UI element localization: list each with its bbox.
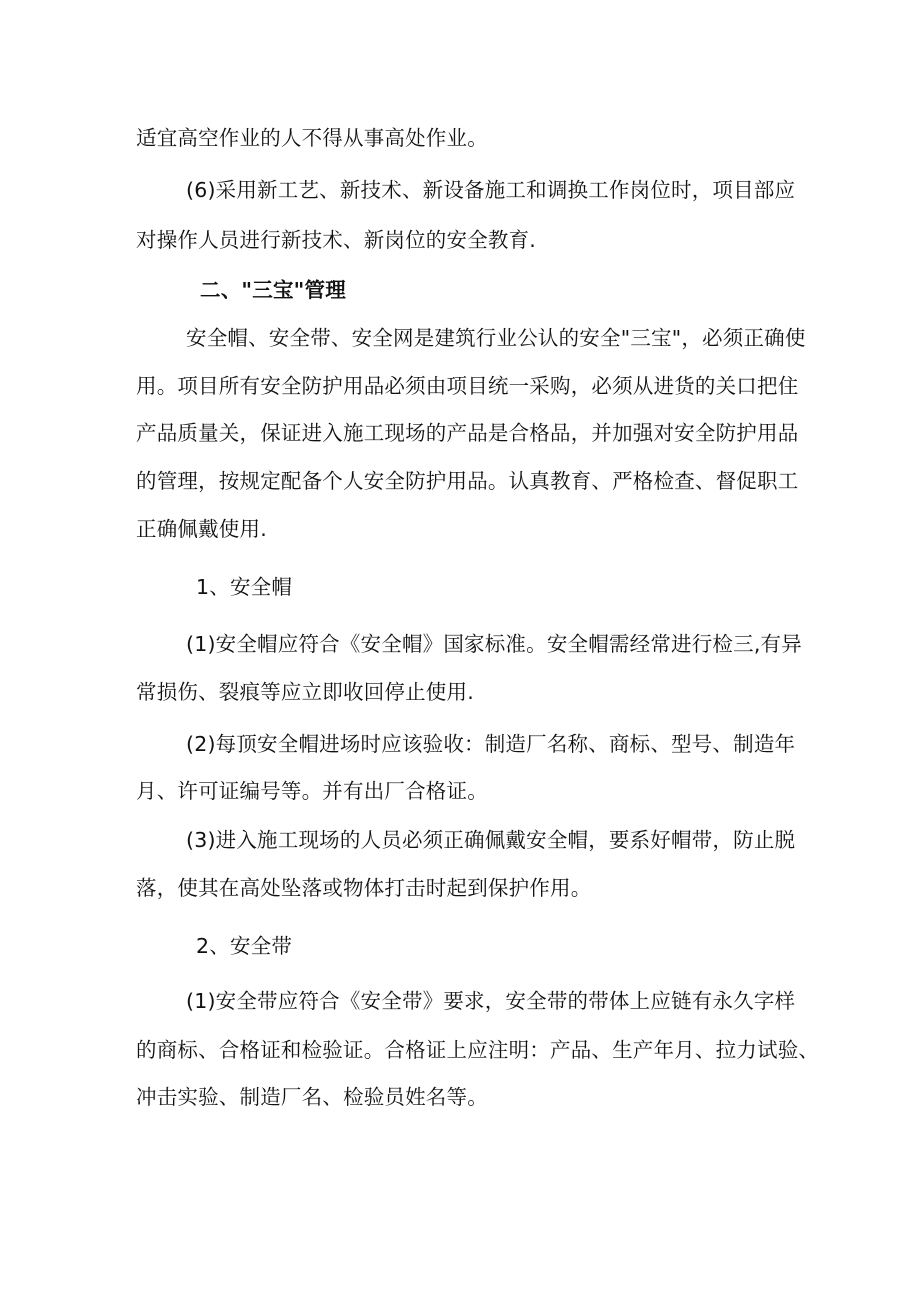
paragraph-line: 常损伤、裂痕等应立即收回停止使用. [136, 680, 474, 704]
subsection-heading: 1、安全帽 [196, 575, 293, 599]
paragraph-line: 产品质量关，保证进入施工现场的产品是合格品，并加强对安全防护用品 [136, 421, 799, 445]
paragraph-line: (1)安全帽应符合《安全帽》国家标准。安全帽需经常进行检三,有异 [186, 632, 802, 656]
paragraph-line: 月、许可证编号等。并有出厂合格证。 [136, 779, 488, 803]
paragraph-line: (6)采用新工艺、新技术、新设备施工和调换工作岗位时，项目部应 [186, 178, 796, 202]
paragraph-line: 用。项目所有安全防护用品必须由项目统一采购，必须从进货的关口把住 [136, 374, 799, 398]
paragraph-line: (1)安全带应符合《安全带》要求，安全带的带体上应链有永久字样 [186, 989, 796, 1013]
section-heading: 二、"三宝"管理 [200, 278, 346, 302]
paragraph-line: 的管理，按规定配备个人安全防护用品。认真教育、严格检查、督促职工 [136, 469, 799, 493]
paragraph-line: 落，使其在高处坠落或物体打击时起到保护作用。 [136, 876, 592, 900]
paragraph-line: 安全帽、安全带、安全网是建筑行业公认的安全"三宝"，必须正确使 [186, 326, 806, 350]
paragraph-line: 冲击实验、制造厂名、检验员姓名等。 [136, 1085, 488, 1109]
paragraph-line: 正确佩戴使用. [136, 517, 267, 541]
paragraph-line: 对操作人员进行新技术、新岗位的安全教育. [136, 228, 537, 252]
paragraph-line: (3)进入施工现场的人员必须正确佩戴安全帽，要系好帽带，防止脱 [186, 828, 796, 852]
subsection-heading: 2、安全带 [196, 934, 293, 958]
paragraph-line: (2)每顶安全帽进场时应该验收：制造厂名称、商标、型号、制造年 [186, 732, 796, 756]
paragraph-line: 适宜高空作业的人不得从事高处作业。 [136, 126, 488, 150]
paragraph-line: 的商标、合格证和检验证。合格证上应注明：产品、生产年月、拉力试验、 [136, 1038, 820, 1062]
